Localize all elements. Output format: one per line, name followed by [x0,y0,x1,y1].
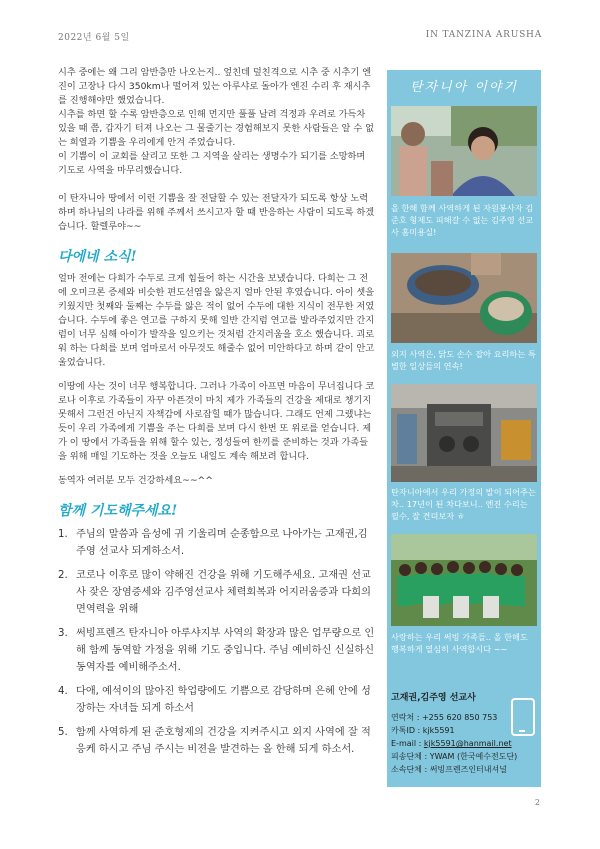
missionary-name: 고재권,김주영 선교사 [391,693,476,703]
header-title: IN TANZINA ARUSHA [425,30,542,40]
caption-2: 외지 사역은, 닭도 손수 잡아 요리하는 특별한 일상들의 연속! [391,349,536,371]
sidebar [387,70,541,787]
photo-cooking [391,253,537,343]
caption-1: 올 한해 함께 사역하게 된 자원봉사자 김준호 형제도 피해갈 수 없는 김주영 선교사 홈미용실! [391,203,534,237]
prayer-number: 1. [58,529,68,540]
news-paragraph-3: 동역자 여러분 모두 건강하세요~~^^ [58,475,213,486]
contact-email-row [391,737,537,750]
caption-4: 사랑하는 우리 써빙 가족들.. 올 한해도 행복하게 열심히 사역합시다 ~~ [391,632,528,654]
prayer-list [58,526,376,758]
email-label: E-mail : [391,739,424,748]
prayer-number: 3. [58,628,68,639]
prayer-number: 2. [58,570,68,581]
news-paragraph-1: 얼마 전에는 다희가 수두로 크게 힘들어 하는 시간을 보냈습니다. 다희는 그 전에 오미크론 증세와 비슷한 편도선염을 앓은지 얼마 안된 후였습니다. 아이 셋을 키웠지만 첫째와 둘째는 수두를 앓은 적이 없어 수두에 대한 지식이 전무한 저였습니다. 수두에 좋은 연고를 구하지 못해 일반 간지럼 연고를 발라주었지만 간지럼이 너무 심해 아이가 발작을 일으키는 것처럼 간지러움을 호소 했습니다. 괴로워 하는 다희를 보며 엄마로서 아무것도 해줄수 없어 미안하다고 하며 같이 안고 울었습니다. [58,273,375,368]
contact-dispatch: 피송단체 : YWAM (한국예수전도단) [391,752,518,761]
section-title-news: 다에네 소식! [58,249,137,265]
intro-paragraph-3: 이 기쁨이 이 교회를 살리고 또한 그 지역을 살리는 생명수가 되기를 소망하며 기도로 사역을 마무리했습니다. [58,151,366,176]
prayer-text: 써빙프렌즈 탄자니아 아루샤지부 사역의 확장과 많은 업무량으로 인해 함께 동역할 가정을 위해 기도 중입니다. 주님 예비하신 신실하신 동역자를 예비해주소서. [76,628,375,673]
prayer-text: 주님의 말씀과 음성에 귀 기울리며 순종함으로 나아가는 고재권,김주영 선교사 되게하소서. [76,529,368,557]
photo-haircut [391,106,537,196]
main-column [58,66,376,765]
prayer-number: 5. [58,727,68,738]
prayer-item [58,724,376,758]
contact-phone: 연락처 : +255 620 850 753 [391,713,498,722]
header-date: 2022년 6월 5일 [58,33,130,43]
prayer-text: 함께 사역하게 된 준호형제의 건강을 지켜주시고 외지 사역에 잘 적응케 하시고 주님 주시는 비젼을 발견하는 올 한해 되게 하소서. [76,727,371,755]
prayer-text: 다애, 예석이의 많아진 학업량에도 기쁨으로 감당하며 은혜 안에 성장하는 자녀들 되게 하소서 [76,686,371,714]
prayer-item [58,625,376,676]
prayer-text: 코로나 이후로 많이 약해진 건강을 위해 기도해주세요. 고재권 선교사 잦은 장염증세와 김주영선교사 체력회복과 어지러움증과 다희의 면역력을 위해 [76,570,371,615]
prayer-item [58,683,376,717]
caption-3: 탄자니아에서 우리 가정의 발이 되어주는 차.. 17년이 된 차다보니.. 엔진 수리는 필수, 잘 견뎌보자 ㅎ [391,487,536,521]
prayer-item [58,567,376,618]
prayer-item [58,526,376,560]
intro-paragraph-2: 시추를 하면 할 수록 암반층으로 인해 먼지만 풀풀 날려 걱정과 우려로 가득차 있을 때 쯤, 갑자기 터져 나오는 그 물줄기는 경험해보지 못한 사람들은 알 수 없는 희열과 기쁨을 우리에게 안겨 주었습니다. [58,109,375,148]
intro-paragraph-1: 시추 중에는 왜 그리 암반층만 나오는지.. 엎친데 덮친격으로 시추 중 시추기 엔진이 고장나 다시 350km나 떨어져 있는 아루샤로 돌아가 엔진 수리 후 재시추를 진행해야만 했었습니다. [58,67,372,106]
photo-engine [391,384,537,482]
email-link[interactable]: kjk5591@hanmail.net [423,739,512,748]
photo-group [391,534,537,626]
news-paragraph-2: 이땅에 사는 것이 너무 행복합니다. 그러나 가족이 아프면 마음이 무너집니다 코로나 이후로 가족들이 자꾸 아픈것이 마치 제가 가족들의 건강을 제대로 챙기지 못해서 그런건 아닌지 자책감에 사로잡힐 때가 많습니다. 그래도 언제 그랬냐는 듯이 우리 가족에게 기쁨을 주는 다희를 보며 다시 한번 또 위로를 얻습니다. 제가 이 땅에서 가족들을 위해 할수 있는, 정성들여 한끼를 준비하는 것과 가족들을 위해 매일 기도하는 것을 오늘도 내일도 계속 해보려 합니다. [58,381,375,462]
phone-icon [511,698,535,736]
intro-paragraph-4: 이 탄자니아 땅에서 이런 기쁨을 잘 전달할 수 있는 전달자가 되도록 항상 노력하며 하나님의 나라를 위해 주께서 쓰시고자 할 때 반응하는 사람이 되도록 하겠습니다. 할렐루야~~ [58,193,375,232]
page-number: 2 [534,798,540,807]
sidebar-title: 탄자니아 이야기 [409,80,519,95]
contact-affiliation: 소속단체 : 써빙프렌즈인터내셔널 [391,765,507,774]
prayer-number: 4. [58,686,68,697]
section-title-prayer: 함께 기도해주세요! [58,503,178,519]
contact-kakao: 카톡ID : kjk5591 [391,726,455,735]
